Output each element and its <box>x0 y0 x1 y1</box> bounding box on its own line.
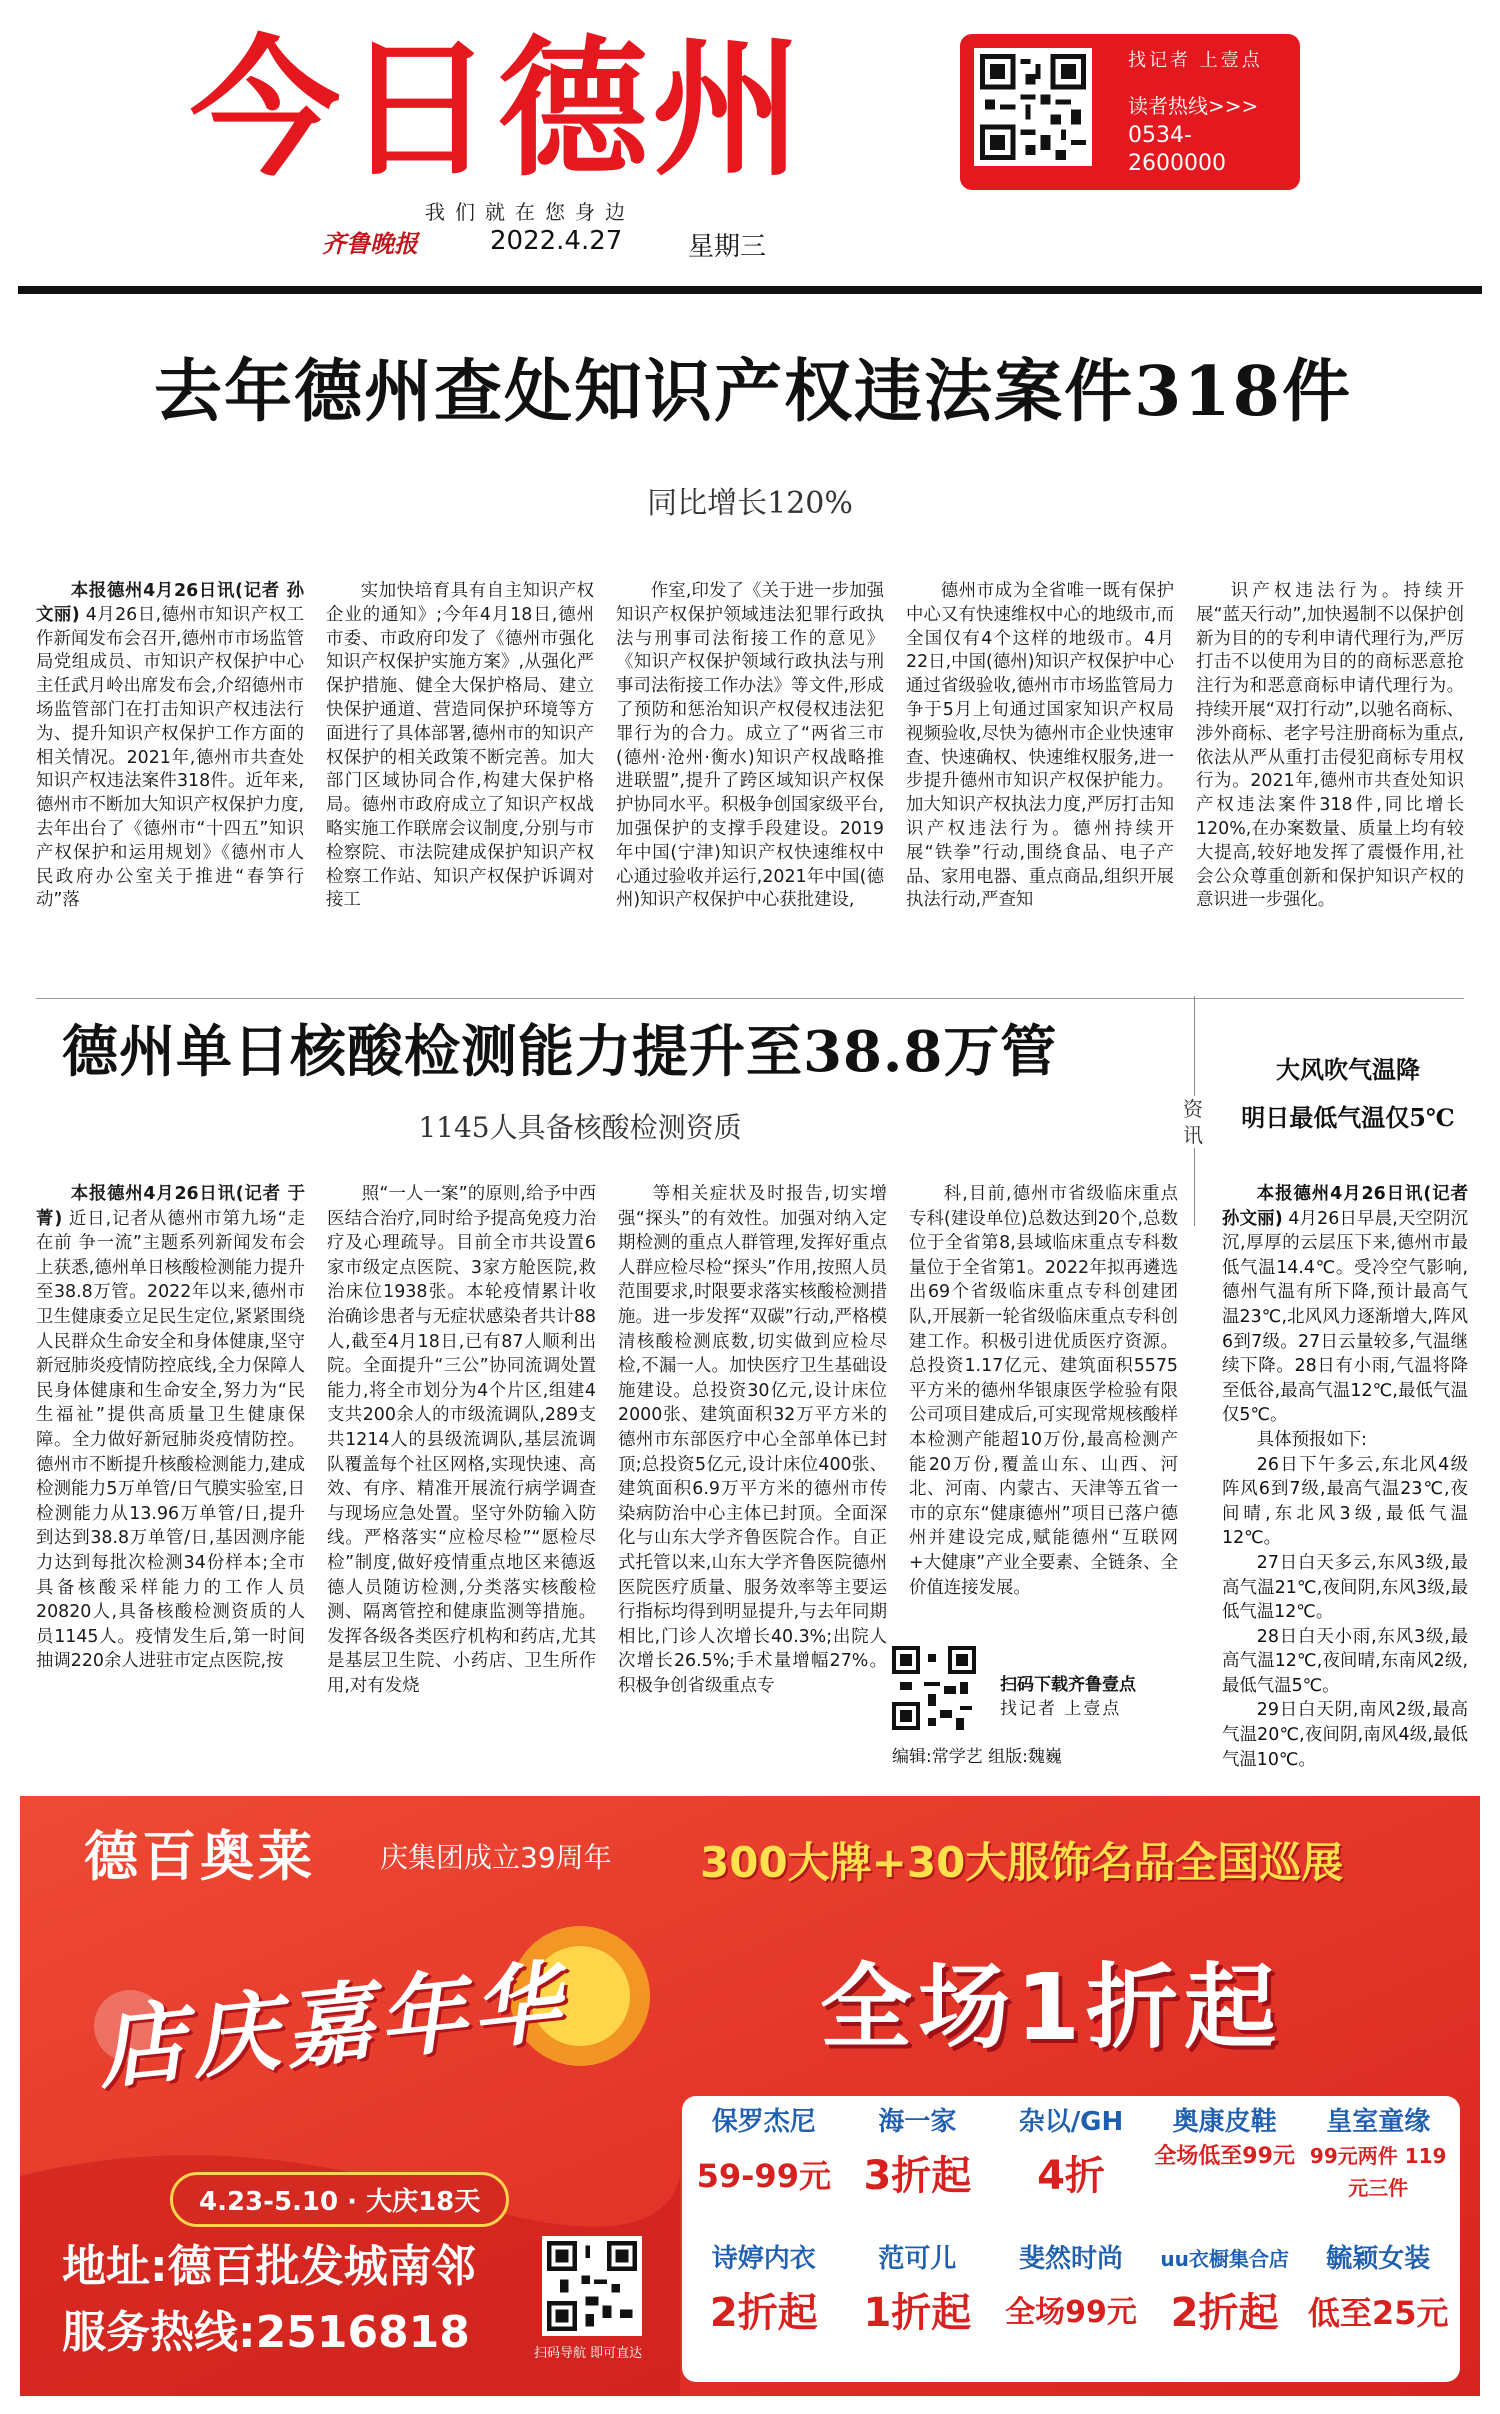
article1-body <box>36 580 1464 980</box>
brand-deal: 59-99元 <box>696 2157 831 2195</box>
brand-offer <box>997 2104 1145 2237</box>
article2-headline: 德州单日核酸检测能力提升至38.8万管 <box>62 1019 1058 1085</box>
hotline-label: 找记者 上壹点 <box>1128 50 1263 71</box>
article2-column <box>36 1182 305 1772</box>
ad-brand: 德百奥莱 <box>84 1825 316 1888</box>
ad-discount: 全场1折起 <box>820 1954 1283 2061</box>
newspaper-logo: 今日德州 <box>190 23 807 197</box>
ad-dates: 4.23-5.10 · 大庆18天 <box>170 2172 509 2227</box>
brand-offer <box>844 2241 992 2374</box>
brand-offer <box>1151 2104 1299 2237</box>
brand-deal: 全场99元 <box>1005 2295 1137 2330</box>
article1-text: 实加快培育具有自主知识产权企业的通知》;今年4月18日,德州市委、市政府印发了《德州市强化知识产权保护实施方案》,从强化严保护措施、健全大保护格局、建立快保护通道、营造同保护环境等方面进行了具体部署,德州市的知识产权保护的相关政策不断完善。加大部门区域协同合作,构建大保护格局。德州市政府成立了知识产权战略实施工作联席会议制度,分别与市检察院、市法院建成保护知识产权检察工作站、知识产权保护诉调对接工 <box>326 581 594 911</box>
brand-name: 毓颖女装 <box>1326 2244 1431 2274</box>
brand-deal: 1折起 <box>863 2290 972 2336</box>
article1-column <box>906 580 1174 980</box>
brand-deal: 低至25元 <box>1307 2294 1449 2332</box>
ad-anniversary: 庆集团成立39周年 <box>380 1841 612 1874</box>
brand-name: uu衣橱集合店 <box>1160 2247 1289 2271</box>
article1-text: 识产权违法行为。持续开展“蓝天行动”,加快遏制不以保护创新为目的的专利申请代理行为,严厉打击不以使用为目的的商标恶意抢注行为和恶意商标申请代理行为。持续开展“双打行动”,以驰名商标、涉外商标、老字号注册商标为重点,依法从严从重打击侵犯商标专用权行为。2021年,德州市共查处知识产权违法案件318件,同比增长120%,在办案数量、质量上均有较大提高,较好地发挥了震慑作用,社会公众尊重创新和保护知识产权的意识进一步强化。 <box>1196 581 1464 911</box>
brand-name: 保罗杰尼 <box>711 2107 816 2137</box>
weather-paragraph: 29日白天阴,南风2级,最高气温20℃,夜间阴,南风4级,最低气温10℃。 <box>1222 1700 1468 1770</box>
article2-text: 近日,记者从德州市第九场“走在前 争一流”主题系列新闻发布会上获悉,德州单日核酸检测能力提升至38.8万管。2022年以来,德州市卫生健康委立足民生定位,紧紧围绕人民群众生命安全和身体健康,坚守新冠肺炎疫情防控底线,全力保障人民身体健康和生命安全,努力为“民生福祉”提供高质量卫生健康保障。全力做好新冠肺炎疫情防控。德州市不断提升核酸检测能力,建成检测能力5万单管/日气膜实验室,日检测能力从13.96万单管/日,提升到达到38.8万单管/日,基因测序能力达到每批次检测34份样本;全市具备核酸采样能力的工作人员20820人,具备核酸检测资质的人员1145人。疫情发生后,第一时间抽调220余人进驻市定点医院,按 <box>36 1208 305 1672</box>
brand-offer <box>1304 2241 1452 2374</box>
ad-phone[interactable]: 服务热线:2516818 <box>62 2307 470 2358</box>
sidebar-title: 大风吹气温降 <box>1276 1055 1420 1084</box>
article2-text: 等相关症状及时报告,切实增强“探头”的有效性。加强对纳入定期检测的重点人群管理,发挥好重点人群应检尽检“探头”作用,按照人员范围要求,时限要求落实核酸检测措施。进一步发挥“双碳”行动,严格模清核酸检测底数,切实做到应检尽检,不漏一人。加快医疗卫生基础设施建设。总投资30亿元,设计床位2000张、建筑面积32万平方米的德州市东部医疗中心全部单体已封顶;总投资5亿元,设计床位400张、建筑面积6.9万平方米的德州市传染病防治中心主体已封顶。全面深化与山东大学齐鲁医院合作。自正式托管以来,山东大学齐鲁医院德州医院医疗质量、服务效率等主要运行指标均得到明显提升,与去年同期相比,门诊人次增长40.3%;出院人次增长26.5%;手术量增幅27%。积极争创省级重点专 <box>618 1184 887 1696</box>
article1-text: 4月26日,德州市知识产权工作新闻发布会召开,德州市市场监管局党组成员、市知识产权保护中心主任武月岭出席发布会,介绍德州市场监管部门在打击知识产权违法行为、提升知识产权保护工作方面的相关情况。2021年,德州市共查处知识产权违法案件318件。近年来,德州市不断加大知识产权保护力度,去年出台了《德州市“十四五”知识产权保护和运用规划》《德州市人民政府办公室关于推进“春笋行动”落 <box>36 604 304 911</box>
sidebar-tag: 资讯 <box>1178 1096 1208 1148</box>
ad-tour: 300大牌+30大服饰名品全国巡展 <box>700 1838 1344 1887</box>
article1-column <box>36 580 304 980</box>
hotline-prompt: 读者热线>>> <box>1128 94 1259 118</box>
brand-deal: 2折起 <box>709 2290 818 2336</box>
advertisement[interactable] <box>20 1796 1480 2396</box>
article2-subheadline: 1145人具备核酸检测资质 <box>418 1111 742 1144</box>
ad-qr-caption: 扫码导航 即可直达 <box>534 2346 643 2361</box>
brand-deal: 2折起 <box>1170 2290 1279 2336</box>
article1-dateline: 本报德州4月26日讯(记者 孙文丽) <box>36 581 304 625</box>
brand-name: 奥康皮鞋 <box>1172 2107 1277 2137</box>
article1-subheadline: 同比增长120% <box>647 486 853 521</box>
brand-offer <box>844 2104 992 2237</box>
weather-paragraph: 26日下午多云,东北风4级阵风6到7级,最高气温23℃,夜间晴,东北风3级,最低气温12℃。 <box>1222 1454 1468 1549</box>
slogan: 我们就在您身边 <box>425 200 635 224</box>
weather-paragraph: 28日白天小雨,东风3级,最高气温12℃,夜间晴,东南风2级,最低气温5℃。 <box>1222 1626 1468 1696</box>
publication-date: 2022.4.27 <box>490 226 623 256</box>
hotline-number[interactable]: 0534-2600000 <box>1128 123 1226 176</box>
brand-name: 范可儿 <box>878 2244 957 2274</box>
ad-festival-title: 店庆嘉年华 <box>92 1948 571 2102</box>
app-promo: 扫码下载齐鲁壹点 <box>1000 1675 1136 1695</box>
article2-dateline: 本报德州4月26日讯(记者 于菁) <box>36 1184 305 1229</box>
brand-offer <box>1304 2104 1452 2237</box>
sidebar-dateline: 本报德州4月26日讯(记者 孙文丽) <box>1222 1184 1468 1229</box>
brand-deal: 4折 <box>1037 2153 1105 2199</box>
article2-column <box>909 1182 1178 1622</box>
article1-text: 作室,印发了《关于进一步加强知识产权保护领域违法犯罪行政执法与刑事司法衔接工作的意见》《知识产权保护领域行政执法与刑事司法衔接工作办法》等文件,形成了预防和惩治知识产权侵权违法犯罪行为的合力。成立了“两省三市(德州·沧州·衡水)知识产权战略推进联盟”,提升了跨区域知识产权保护协同水平。积极争创国家级平台,加强保护的支撑手段建设。2019年中国(宁津)知识产权快速维权中心通过验收并运行,2021年中国(德州)知识产权保护中心获批建设, <box>616 581 884 911</box>
article2-text: 照“一人一案”的原则,给予中西医结合治疗,同时给予提高免疫力治疗及心理疏导。目前全市共设置6家市级定点医院、3家方舱医院,救治床位1938张。本轮疫情累计收治确诊患者与无症状感染者共计88人,截至4月18日,已有87人顺利出院。全面提升“三公”协同流调处置能力,将全市划分为4个片区,组建4支共200余人的市级流调队,289支共1214人的县级流调队,基层流调队覆盖每个社区网格,实现快速、高效、有序、精准开展流行病学调查与现场应急处置。坚守外防输入防线。严格落实“应检尽检”“愿检尽检”制度,做好疫情重点地区来德返德人员随访检测,分类落实核酸检测、隔离管控和健康监测等措施。发挥各级各类医疗机构和药店,尤其是基层卫生院、小药店、卫生所作用,对有发烧 <box>327 1184 596 1696</box>
brand-name: 杂以/GH <box>1018 2107 1124 2137</box>
brand-offer <box>1151 2241 1299 2374</box>
ad-navigation-qr-icon[interactable] <box>542 2236 642 2336</box>
brand-offer <box>690 2241 838 2374</box>
article1-headline: 去年德州查处知识产权违法案件318件 <box>154 352 1352 432</box>
brand-name: 海一家 <box>878 2107 957 2137</box>
weather-forecast <box>1222 1182 1468 1772</box>
article1-column <box>616 580 884 980</box>
brand-name: 斐然时尚 <box>1018 2244 1123 2274</box>
brand-deal: 3折起 <box>863 2153 972 2199</box>
ad-brand-grid <box>682 2096 1460 2382</box>
article1-column <box>326 580 594 980</box>
weather-paragraph: 27日白天多云,东风3级,最高气温21℃,夜间阴,东风3级,最低气温12℃。 <box>1222 1552 1468 1623</box>
publication-weekday: 星期三 <box>688 232 767 262</box>
parent-brand: 齐鲁晚报 <box>322 229 418 258</box>
editor-credit: 编辑:常学艺 组版:魏巍 <box>892 1747 1062 1767</box>
app-slogan: 找记者 上壹点 <box>1000 1699 1122 1719</box>
brand-name: 诗婷内衣 <box>711 2244 816 2274</box>
article1-column <box>1196 580 1464 980</box>
brand-deal: 全场低至99元 <box>1154 2144 1295 2169</box>
weather-paragraph: 4月26日早晨,天空阴沉沉,厚厚的云层压下来,德州市最低气温14.4℃。受冷空气影响,德州气温有所下降,预计最高气温23℃,北风风力逐渐增大,阵风6到7级。27日云量较多,气温继续下降。28日有小雨,气温将降至低谷,最高气温12℃,最低气温仅5℃。 <box>1222 1208 1468 1426</box>
masthead <box>0 0 1500 290</box>
section-divider <box>36 998 1464 999</box>
article2-column <box>327 1182 596 1772</box>
masthead-rule <box>18 286 1482 294</box>
weather-paragraph: 具体预报如下: <box>1256 1429 1368 1450</box>
brand-name: 皇室童缘 <box>1326 2107 1431 2137</box>
brand-offer <box>690 2104 838 2237</box>
article2-column <box>618 1182 887 1772</box>
app-download-qr-icon[interactable] <box>892 1646 976 1730</box>
sidebar-subtitle: 明日最低气温仅5℃ <box>1241 1103 1455 1132</box>
reader-hotline-box <box>960 34 1300 190</box>
article2-text: 科,目前,德州市省级临床重点专科(建设单位)总数达到20个,总数位于全省第8,县域临床重点专科数量位于全省第1。2022年拟再遴选出69个省级临床重点专科创建团队,开展新一轮省级临床重点专科创建工作。积极引进优质医疗资源。总投资1.17亿元、建筑面积5575平方米的德州华银康医学检验有限公司项目建成后,可实现常规核酸样本检测产能超10万份,最高检测产能20万份,覆盖山东、山西、河北、河南、内蒙古、天津等五省一市的京东“健康德州”项目已落户德州并建设完成,赋能德州“互联网+大健康”产业全要素、全链条、全价值连接发展。 <box>909 1184 1178 1598</box>
qr-code-icon[interactable] <box>974 48 1092 166</box>
article1-text: 德州市成为全省唯一既有保护中心又有快速维权中心的地级市,而全国仅有4个这样的地级市。4月22日,中国(德州)知识产权保护中心通过省级验收,德州市市场监管局力争于5月上旬通过国家知识产权局视频验收,尽快为德州市企业快速审查、快速确权、快速维权服务,进一步提升德州市知识产权保护能力。加大知识产权执法力度,严厉打击知识产权违法行为。德州持续开展“铁拳”行动,围绕食品、电子产品、家用电器、重点商品,组织开展执法行动,严查知 <box>906 581 1174 911</box>
brand-deal: 99元两件 119元三件 <box>1309 2144 1447 2200</box>
ad-address: 地址:德百批发城南邻 <box>62 2241 476 2292</box>
brand-offer <box>997 2241 1145 2374</box>
